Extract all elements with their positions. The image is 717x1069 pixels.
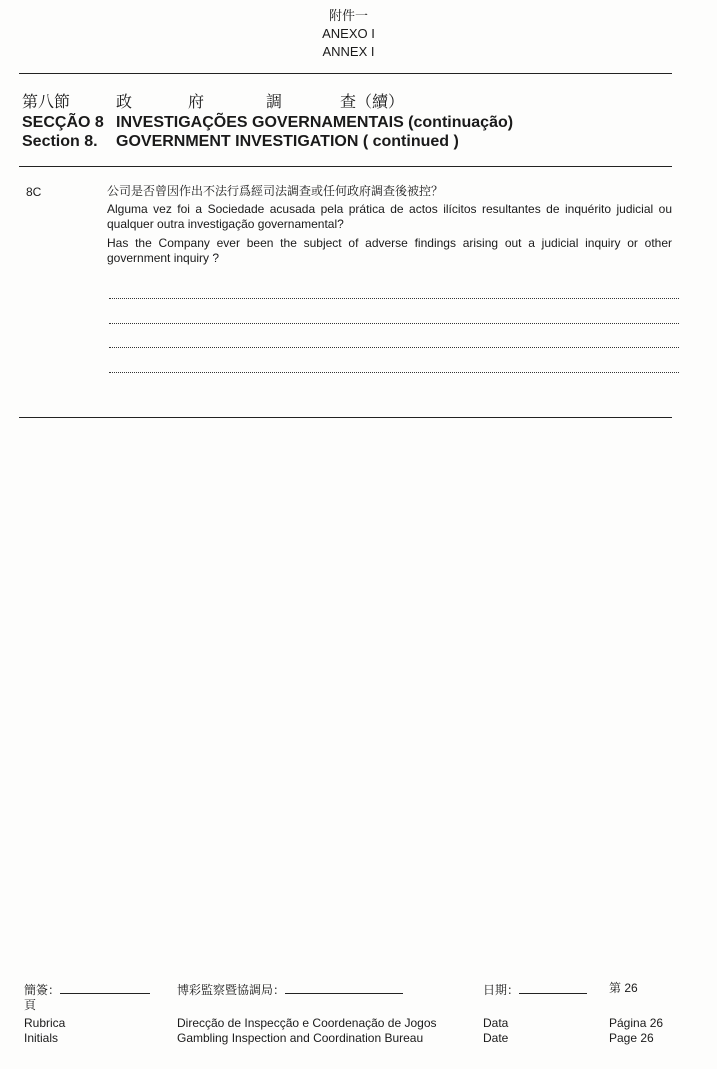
page-number-zh: 第 26 (609, 981, 638, 995)
title-char-2: 府 (188, 94, 205, 111)
title-char-4: 查（續） (340, 94, 405, 111)
section-heading-zh (116, 94, 404, 111)
date-label-zh: 日期： (483, 983, 520, 997)
page-number-en: Page 26 (609, 1031, 654, 1045)
annex-en: ANNEX I (322, 44, 375, 59)
date-field-zh (483, 981, 587, 997)
initials-signature-line[interactable] (60, 981, 150, 994)
section-label-en: Section 8. (22, 133, 98, 150)
section-divider (19, 166, 672, 167)
initials-label-pt: Rubrica (24, 1016, 66, 1030)
section-label-zh: 第八節 (22, 94, 71, 111)
page-suffix-zh: 頁 (24, 998, 37, 1012)
initials-label-en: Initials (24, 1031, 59, 1045)
initials-field-zh (24, 981, 150, 997)
question-end-divider (19, 417, 672, 418)
answer-line[interactable] (109, 347, 679, 348)
section-title-zh (22, 93, 404, 112)
question-pt: Alguma vez foi a Sociedade acusada pela prática de actos ilícitos resultantes de inquérito judicial ou qualquer outra investigação governamental? (107, 202, 672, 231)
bureau-label-zh: 博彩監察暨協調局： (177, 983, 286, 997)
header-divider (19, 73, 672, 74)
date-line[interactable] (519, 981, 587, 994)
initials-label-zh: 簡簽： (24, 983, 61, 997)
title-char-1: 政 (116, 94, 133, 111)
answer-line[interactable] (109, 298, 679, 299)
answer-line[interactable] (109, 323, 679, 324)
answer-line[interactable] (109, 372, 679, 373)
section-title-pt (22, 113, 513, 132)
annex-pt: ANEXO I (322, 26, 375, 41)
annex-zh: 附件一 (328, 8, 368, 23)
bureau-label-en: Gambling Inspection and Coordination Bureau (177, 1031, 424, 1045)
bureau-field-zh (177, 981, 403, 997)
question-zh: 公司是否曾因作出不法行爲經司法調查或任何政府調查後被控？ (107, 184, 444, 198)
bureau-label-pt: Direcção de Inspecção e Coordenação de Jogos (177, 1016, 437, 1030)
section-label-pt: SECÇÃO 8 (22, 114, 104, 131)
title-char-3: 調 (266, 94, 283, 111)
section-title-en (22, 132, 459, 151)
question-en: Has the Company ever been the subject of adverse findings arising out a judicial inquiry or other government inquiry ? (107, 236, 672, 265)
section-heading-en: GOVERNMENT INVESTIGATION ( continued ) (116, 133, 459, 150)
bureau-signature-line[interactable] (285, 981, 403, 994)
date-label-en: Date (483, 1031, 509, 1045)
page-number-pt: Página 26 (609, 1016, 664, 1030)
section-heading-pt: INVESTIGAÇÕES GOVERNAMENTAIS (continuação) (116, 114, 514, 131)
date-label-pt: Data (483, 1016, 509, 1030)
question-number: 8C (26, 185, 42, 199)
